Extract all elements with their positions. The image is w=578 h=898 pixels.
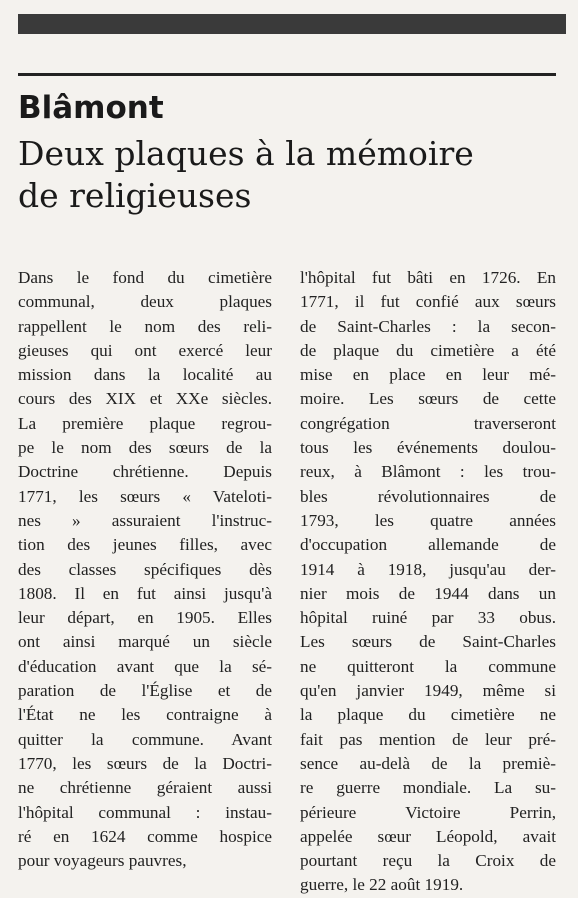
headline-line: Deux plaques à la mémoire <box>18 134 474 173</box>
body-text-line: d'éducation avant que la sé- <box>18 656 272 676</box>
article-body-right-column <box>300 266 556 898</box>
body-text-line: gieuses qui ont exercé leur <box>18 340 272 360</box>
body-text-line: qu'en janvier 1949, même si <box>300 681 556 701</box>
body-text-line: leur départ, en 1905. Elles <box>18 608 272 628</box>
body-text-line: cours des XIX et XXe siècles. <box>18 389 272 409</box>
body-text-line: nier mois de 1944 dans un <box>300 583 556 603</box>
top-header-band <box>18 14 566 34</box>
body-text-line: Doctrine chrétienne. Depuis <box>18 462 272 482</box>
body-text-line: 1771, les sœurs « Vateloti- <box>18 486 272 506</box>
body-text-line: ont ainsi marqué un siècle <box>18 632 272 652</box>
body-text-line: ne quitteront la commune <box>300 656 556 676</box>
body-text-line: mise en place en leur mé- <box>300 365 556 385</box>
body-text-line: 1808. Il en fut ainsi jusqu'à <box>18 583 272 603</box>
body-text-line: rappellent le nom des reli- <box>18 316 272 336</box>
body-text-line: quitter la commune. Avant <box>18 729 272 749</box>
body-text-line: d'occupation allemande de <box>300 535 556 555</box>
body-text-line: 1770, les sœurs de la Doctri- <box>18 753 272 773</box>
body-text-line: 1793, les quatre années <box>300 510 556 530</box>
body-text-line: l'hôpital fut bâti en 1726. En <box>300 268 556 287</box>
body-text-line: appelée sœur Léopold, avait <box>300 826 556 846</box>
section-rule <box>18 73 556 76</box>
body-text-line: 1771, il fut confié aux sœurs <box>300 292 556 312</box>
body-text-line: pourtant reçu la Croix de <box>300 851 556 871</box>
body-text-line: nes » assuraient l'instruc- <box>18 510 272 530</box>
body-text-line: Dans le fond du cimetière <box>18 268 272 287</box>
body-text-line: tion des jeunes filles, avec <box>18 535 272 555</box>
body-text-line: moire. Les sœurs de cette <box>300 389 556 409</box>
body-text-line: l'hôpital communal : instau- <box>18 802 272 822</box>
body-text-line: communal, deux plaques <box>18 292 272 312</box>
body-text-line: périeure Victoire Perrin, <box>300 802 556 822</box>
article-headline <box>18 133 558 217</box>
body-text-line: mission dans la localité au <box>18 365 272 385</box>
body-text-line: la plaque du cimetière ne <box>300 705 556 725</box>
body-text-line: guerre, le 22 août 1919. <box>300 875 464 895</box>
body-text-line: tous les événements doulou- <box>300 438 556 458</box>
headline-line: de religieuses <box>18 176 252 215</box>
body-text-line: Les sœurs de Saint-Charles <box>300 632 556 652</box>
body-text-line: de plaque du cimetière a été <box>300 340 556 360</box>
body-text-line: fait pas mention de leur pré- <box>300 729 556 749</box>
body-text-line: La première plaque regrou- <box>18 413 272 433</box>
body-text-line: pe le nom des sœurs de la <box>18 438 272 458</box>
body-text-line: congrégation traverseront <box>300 413 556 433</box>
article-kicker: Blâmont <box>18 90 164 126</box>
body-text-line: re guerre mondiale. La su- <box>300 778 556 798</box>
body-text-line: des classes spécifiques dès <box>18 559 272 579</box>
body-text-line: 1914 à 1918, jusqu'au der- <box>300 559 556 579</box>
body-text-line: hôpital ruiné par 33 obus. <box>300 608 556 628</box>
body-text-line: sence au-delà de la premiè- <box>300 753 556 773</box>
body-text-line: l'État ne les contraigne à <box>18 705 272 725</box>
body-text-line: reux, à Blâmont : les trou- <box>300 462 556 482</box>
body-text-line: de Saint-Charles : la secon- <box>300 316 556 336</box>
body-text-line: ré en 1624 comme hospice <box>18 826 272 846</box>
body-text-line: bles révolutionnaires de <box>300 486 556 506</box>
body-text-line: ne chrétienne géraient aussi <box>18 778 272 798</box>
article-body-left-column <box>18 266 272 873</box>
body-text-line: pour voyageurs pauvres, <box>18 851 187 871</box>
body-text-line: paration de l'Église et de <box>18 681 272 701</box>
